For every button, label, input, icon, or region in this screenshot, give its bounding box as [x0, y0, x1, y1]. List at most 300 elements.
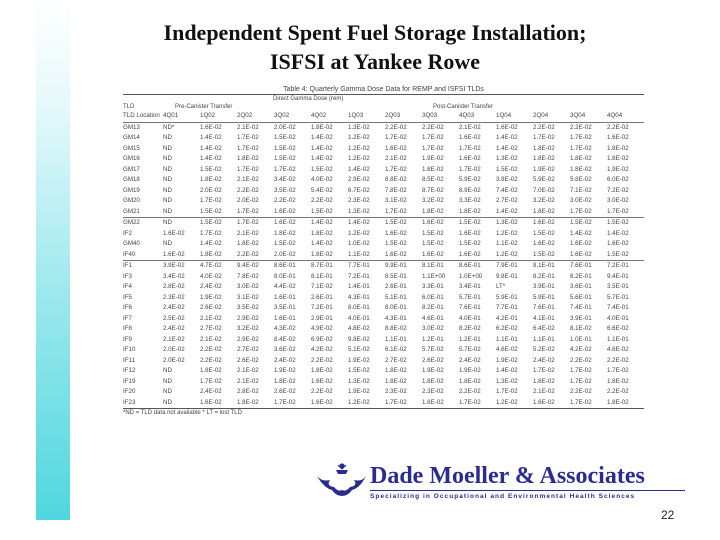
- dose-cell: 1.1E-01: [385, 335, 407, 343]
- table-row: [123, 218, 644, 229]
- dose-cell: 1.7E-02: [570, 377, 592, 385]
- dose-cell: 7.6E-01: [570, 261, 607, 272]
- dose-cell: 4.2E-02: [570, 346, 592, 353]
- dose-cell: 1.2E-02: [348, 155, 370, 162]
- dose-cell: 1.7E-02: [237, 134, 259, 141]
- dose-cell: 1.8E-02: [533, 207, 555, 215]
- dose-cell: 4.4E-02: [274, 283, 296, 290]
- dose-cell: 8.1E-01: [533, 261, 570, 272]
- column-header: 2Q04: [533, 112, 549, 119]
- dose-cell: 1.6E-02: [385, 144, 407, 152]
- dose-cell: 1.8E-02: [311, 122, 348, 133]
- dose-cell: 7.1E-02: [311, 283, 333, 290]
- dose-cell: 8.2E-01: [422, 304, 444, 311]
- dose-cell: 1.8E-02: [570, 155, 592, 162]
- dose-cell: 8.0E-01: [274, 272, 296, 280]
- dose-cell: 1.7E-02: [385, 398, 422, 409]
- dose-cell: 1.7E-02: [200, 197, 222, 204]
- row-location: IF19: [123, 377, 136, 385]
- table-row: [123, 387, 644, 398]
- dose-cell: 3.9E-02: [163, 261, 200, 272]
- dose-cell: 1.3E-02: [496, 218, 533, 229]
- dose-cell: 1.8E-02: [607, 377, 629, 385]
- dose-cell: 1.7E-02: [459, 165, 481, 173]
- dose-cell: 2.1E-02: [385, 155, 407, 162]
- dose-cell: 5.1E-01: [385, 293, 407, 301]
- header-tld: TLD: [123, 104, 135, 110]
- dose-cell: 3.6E-02: [274, 346, 296, 353]
- dose-cell: ND: [163, 144, 172, 152]
- dose-cell: 2.2E-02: [311, 356, 333, 364]
- dose-cell: 5.2E-02: [533, 346, 555, 353]
- dose-cell: 1.6E-02: [163, 229, 185, 237]
- dose-cell: 2.6E-01: [385, 283, 407, 290]
- dose-cell: 2.9E-02: [348, 176, 370, 183]
- dose-cell: 1.4E-02: [311, 134, 333, 141]
- dose-cell: ND: [163, 388, 172, 395]
- dose-cell: 5.7E-02: [459, 346, 481, 353]
- column-header: TLD Location: [123, 112, 160, 119]
- dose-cell: 8.8E-02: [385, 325, 407, 332]
- dose-cell: 1.6E-02: [385, 250, 407, 258]
- dose-cell: 1.2E-02: [348, 398, 385, 409]
- dose-cell: 2.6E-02: [237, 356, 259, 364]
- dose-cell: 1.5E-02: [311, 207, 333, 215]
- dose-cell: 8.0E-01: [348, 304, 370, 311]
- table-row: [123, 133, 644, 144]
- dose-cell: 1.7E-02: [200, 229, 222, 237]
- dose-cell: 1.8E-02: [311, 229, 333, 237]
- slide-title-line1: Independent Spent Fuel Storage Installation;: [163, 20, 587, 45]
- dose-cell: 2.2E-02: [200, 356, 222, 364]
- dose-cell: 2.7E-02: [496, 197, 518, 204]
- dose-cell: 1.1E-01: [496, 335, 518, 343]
- dose-cell: 2.2E-02: [607, 356, 629, 364]
- dose-cell: 1.8E-02: [274, 229, 296, 237]
- dose-cell: 1.1E-02: [348, 250, 370, 258]
- table-row: [123, 261, 644, 272]
- dose-cell: 3.2E-02: [422, 197, 444, 204]
- dose-cell: 1.2E-02: [348, 229, 370, 237]
- row-location: IF3: [123, 272, 132, 280]
- table-row: [123, 239, 644, 250]
- dose-cell: 1.7E-02: [274, 165, 296, 173]
- dose-cell: 2.2E-02: [459, 388, 481, 395]
- dose-cell: 1.3E-02: [496, 377, 518, 385]
- dose-cell: 7.7E-01: [496, 304, 518, 311]
- dose-cell: 1.7E-02: [385, 134, 407, 141]
- dose-cell: LT*: [496, 283, 506, 290]
- dose-cell: 2.0E-02: [163, 356, 185, 364]
- dose-cell: 1.7E-02: [422, 144, 444, 152]
- dose-cell: 1.5E-02: [422, 240, 444, 247]
- row-location: IF5: [123, 293, 132, 301]
- table-row: [123, 229, 644, 240]
- dose-cell: 1.8E-02: [237, 240, 259, 247]
- dose-cell: 2.2E-02: [237, 186, 259, 194]
- row-location: IF1: [123, 261, 163, 272]
- column-header: 1Q03: [348, 112, 364, 119]
- dose-cell: 1.5E-02: [422, 229, 444, 237]
- gamma-dose-table: [123, 85, 644, 458]
- dose-cell: 1.8E-02: [385, 367, 407, 374]
- dose-cell: 7.8E-02: [385, 186, 407, 194]
- dose-cell: 3.8E-02: [496, 176, 518, 183]
- dose-cell: 4.0E-01: [459, 314, 481, 322]
- row-location: GM19: [123, 186, 140, 194]
- dose-cell: 9.9E-01: [385, 261, 422, 272]
- dose-cell: 3.0E-02: [607, 197, 629, 204]
- dose-cell: 6.6E-02: [607, 325, 629, 332]
- dose-cell: 1.6E-01: [274, 293, 296, 301]
- dose-cell: 5.9E-01: [533, 293, 555, 301]
- dose-cell: 2.4E-02: [459, 356, 481, 364]
- dose-cell: 1.5E-02: [200, 165, 222, 173]
- dose-cell: 1.6E-02: [274, 218, 311, 229]
- dose-cell: 7.8E-02: [237, 272, 259, 280]
- dose-cell: 2.7E-02: [237, 346, 259, 353]
- dose-cell: 1.8E-02: [459, 377, 481, 385]
- dose-cell: 1.7E-02: [459, 144, 481, 152]
- row-location: IF10: [123, 346, 136, 353]
- dose-cell: 1.8E-02: [311, 367, 333, 374]
- dose-cell: 1.5E-02: [385, 240, 407, 247]
- dose-cell: 7.2E-01: [348, 272, 370, 280]
- row-location: IF4: [123, 283, 132, 290]
- dose-cell: 1.2E-01: [422, 335, 444, 343]
- dose-cell: 1.9E-02: [348, 356, 370, 364]
- dose-cell: 2.6E-02: [274, 388, 296, 395]
- dose-cell: 1.9E-02: [422, 367, 444, 374]
- dose-cell: 1.2E-02: [496, 398, 533, 409]
- dose-cell: 6.0E-01: [422, 293, 444, 301]
- dose-cell: 1.9E-02: [422, 155, 444, 162]
- dose-cell: 6.2E-02: [496, 325, 518, 332]
- dose-cell: 1.5E-02: [200, 218, 237, 229]
- dose-cell: 2.0E-02: [274, 122, 311, 133]
- dose-cell: 3.1E-02: [237, 293, 259, 301]
- dose-cell: 8.6E-01: [274, 261, 311, 272]
- dose-cell: 1.6E-02: [459, 250, 481, 258]
- dose-cell: 1.2E-01: [459, 335, 481, 343]
- header-direct-gamma-dose: Direct Gamma Dose (rem): [273, 96, 344, 102]
- dose-cell: 5.1E-02: [348, 346, 370, 353]
- dose-cell: 2.1E-02: [237, 377, 259, 385]
- column-header: 4Q04: [607, 112, 623, 119]
- dose-cell: 6.9E-02: [311, 335, 333, 343]
- dose-cell: 4.6E-02: [607, 346, 629, 353]
- dose-cell: 4.0E-01: [348, 314, 370, 322]
- dose-cell: 1.4E-02: [496, 134, 518, 141]
- dose-cell: 1.6E-02: [570, 250, 592, 258]
- dose-cell: 3.9E-01: [533, 283, 555, 290]
- dose-cell: 1.5E-02: [348, 367, 370, 374]
- dose-cell: 2.4E-02: [200, 388, 222, 395]
- dose-cell: 3.3E-01: [422, 283, 444, 290]
- dose-cell: 3.3E-02: [459, 197, 481, 204]
- dose-cell: 2.1E-02: [533, 388, 555, 395]
- dose-cell: 2.4E-02: [163, 304, 185, 311]
- dose-cell: 8.2E-01: [533, 272, 555, 280]
- dose-cell: 6.7E-02: [348, 186, 370, 194]
- dose-cell: 2.2E-02: [237, 250, 259, 258]
- dose-cell: 1.7E-02: [570, 398, 607, 409]
- dose-cell: 1.6E-02: [533, 240, 555, 247]
- dose-cell: 7.4E-02: [496, 186, 518, 194]
- dose-cell: 1.4E-02: [570, 229, 592, 237]
- dose-cell: 1.1E-01: [607, 335, 629, 343]
- table-row: [123, 345, 644, 356]
- dose-cell: 1.1E+00: [422, 272, 446, 280]
- row-location: GM20: [123, 197, 140, 204]
- dose-cell: 1.7E-02: [570, 134, 592, 141]
- table-row: [123, 122, 644, 133]
- dose-cell: 1.4E-02: [311, 240, 333, 247]
- dose-cell: 4.2E-01: [496, 314, 518, 322]
- dose-cell: 3.5E-02: [237, 304, 259, 311]
- dose-cell: 1.6E-02: [533, 218, 570, 229]
- dose-cell: 1.5E-02: [274, 240, 296, 247]
- dose-cell: 2.2E-02: [200, 346, 222, 353]
- dose-cell: 3.2E-02: [533, 197, 555, 204]
- dose-cell: 1.9E-02: [459, 367, 481, 374]
- dose-cell: 7.6E-01: [459, 304, 481, 311]
- dose-cell: 2.2E-02: [570, 122, 607, 133]
- dose-cell: 2.2E-02: [570, 388, 592, 395]
- dose-cell: 1.6E-02: [311, 398, 348, 409]
- dose-cell: 1.2E-02: [496, 229, 518, 237]
- dose-cell: 2.4E-02: [200, 283, 222, 290]
- page-number: 22: [661, 508, 675, 522]
- dose-cell: 1.3E-02: [348, 207, 370, 215]
- dose-cell: 2.9E-01: [311, 314, 333, 322]
- dose-cell: 5.7E-01: [607, 293, 629, 301]
- dose-cell: 1.7E-02: [237, 207, 259, 215]
- row-location: GM15: [123, 144, 140, 152]
- dose-cell: 5.6E-01: [570, 293, 592, 301]
- row-location: IF8: [123, 325, 132, 332]
- row-location: GM16: [123, 155, 140, 162]
- dose-cell: 2.0E-02: [274, 250, 296, 258]
- dose-cell: ND: [163, 197, 172, 204]
- dose-cell: 1.8E-02: [533, 144, 555, 152]
- dose-cell: 1.4E-02: [200, 155, 222, 162]
- dose-cell: 1.4E-02: [200, 144, 222, 152]
- column-header: 3Q04: [570, 112, 586, 119]
- dose-cell: 6.4E-02: [533, 325, 555, 332]
- column-header: 4Q02: [311, 112, 327, 119]
- header-post-canister: Post-Canister Transfer: [433, 104, 494, 110]
- dose-cell: 1.8E-02: [422, 398, 459, 409]
- dose-cell: 1.1E-02: [496, 240, 518, 247]
- dose-cell: 1.8E-02: [533, 377, 555, 385]
- dose-cell: 2.2E-02: [607, 388, 629, 395]
- dose-cell: 8.8E-02: [385, 176, 407, 183]
- dose-cell: 2.1E-02: [200, 335, 222, 343]
- row-location: GM18: [123, 176, 140, 183]
- dose-cell: 4.6E-02: [496, 346, 518, 353]
- dose-cell: 4.0E-02: [311, 176, 333, 183]
- dose-cell: 1.4E-02: [496, 144, 518, 152]
- dose-cell: 1.4E-02: [311, 155, 333, 162]
- dose-cell: 1.5E-02: [385, 218, 422, 229]
- dose-cell: 1.7E-02: [385, 165, 407, 173]
- dose-cell: 1.9E-02: [496, 356, 518, 364]
- dose-cell: 1.8E-02: [422, 165, 444, 173]
- dose-cell: 1.6E-02: [459, 155, 481, 162]
- column-header: 3Q02: [274, 112, 290, 119]
- dose-cell: ND: [163, 176, 172, 183]
- dose-cell: 1.0E+00: [459, 272, 483, 280]
- dose-cell: 2.0E-02: [237, 197, 259, 204]
- dose-cell: 8.7E-02: [422, 186, 444, 194]
- dose-cell: 1.1E-01: [533, 335, 555, 343]
- dose-cell: 2.1E-02: [237, 229, 259, 237]
- dose-cell: 1.6E-02: [311, 377, 333, 385]
- header-pre-canister: Pre-Canister Transfer: [175, 104, 233, 110]
- dose-cell: 1.6E-02: [163, 250, 185, 258]
- dose-cell: 2.3E-02: [385, 388, 407, 395]
- table-row: [123, 207, 644, 218]
- dose-cell: 2.2E-02: [607, 122, 644, 133]
- dose-cell: 1.7E-02: [459, 398, 496, 409]
- table-row: [123, 377, 644, 388]
- dose-cell: 1.2E-02: [348, 144, 370, 152]
- company-logo: [314, 462, 686, 502]
- dose-cell: 8.9E-02: [459, 186, 481, 194]
- dose-cell: 5.9E-02: [533, 176, 555, 183]
- table-row: [123, 282, 644, 293]
- dose-cell: 2.1E-02: [459, 122, 496, 133]
- dose-cell: 1.4E-02: [311, 144, 333, 152]
- dose-cell: 1.8E-02: [200, 367, 222, 374]
- dose-cell: 1.8E-02: [607, 398, 644, 409]
- dose-cell: 4.3E-02: [274, 325, 296, 332]
- dose-cell: ND: [163, 367, 172, 374]
- dose-cell: 1.2E-02: [348, 134, 370, 141]
- slide-title: [90, 18, 660, 76]
- dose-cell: 3.4E-01: [459, 283, 481, 290]
- dose-cell: 4.7E-02: [200, 261, 237, 272]
- table-row: [123, 335, 644, 346]
- dose-cell: 1.4E-02: [348, 165, 370, 173]
- dose-cell: 2.9E-02: [237, 335, 259, 343]
- dose-cell: 3.5E-02: [274, 186, 296, 194]
- dose-cell: 1.5E-02: [459, 218, 496, 229]
- dose-cell: 3.5E-01: [607, 283, 629, 290]
- dose-cell: 2.0E-02: [163, 346, 185, 353]
- dose-cell: 8.4E-02: [274, 335, 296, 343]
- dose-cell: 7.6E-01: [533, 304, 555, 311]
- dose-cell: 1.3E-02: [348, 377, 370, 385]
- dose-cell: 1.7E-02: [274, 398, 311, 409]
- dose-cell: 1.6E-01: [274, 314, 296, 322]
- dose-cell: 1.5E-02: [311, 165, 333, 173]
- dose-cell: 1.5E-02: [496, 165, 518, 173]
- logo-divider: [370, 490, 685, 491]
- dose-cell: 7.2E-01: [607, 261, 644, 272]
- dose-cell: 2.6E-01: [311, 293, 333, 301]
- logo-company-name: Dade Moeller & Associates: [370, 463, 645, 489]
- dose-cell: 1.4E-02: [496, 367, 518, 374]
- dose-grid: [123, 111, 644, 409]
- dose-cell: 1.5E-02: [607, 250, 629, 258]
- dose-cell: 4.8E-02: [348, 325, 370, 332]
- dose-cell: 1.7E-02: [385, 207, 407, 215]
- table-row: [123, 272, 644, 283]
- dose-cell: 1.6E-02: [422, 218, 459, 229]
- column-header: 4Q03: [459, 112, 475, 119]
- row-location: IF6: [123, 304, 132, 311]
- dose-cell: 1.0E-01: [570, 335, 592, 343]
- dose-cell: 1.8E-02: [237, 398, 274, 409]
- row-location: IF12: [123, 367, 136, 374]
- dose-cell: 1.7E-02: [533, 134, 555, 141]
- dose-cell: 9.4E-02: [237, 261, 274, 272]
- dose-cell: 1.6E-02: [570, 240, 592, 247]
- dose-cell: 2.2E-02: [570, 356, 592, 364]
- flame-person-icon: [314, 462, 366, 498]
- dose-cell: 8.5E-01: [385, 272, 407, 280]
- column-header: 1Q02: [200, 112, 216, 119]
- dose-cell: 1.7E-02: [496, 388, 518, 395]
- dose-cell: 2.5E-02: [163, 314, 185, 322]
- row-location: IF11: [123, 356, 135, 364]
- dose-cell: 1.5E-02: [459, 240, 481, 247]
- table-header-group-line: [123, 95, 644, 103]
- row-location: GM22: [123, 218, 163, 229]
- dose-cell: 2.6E-02: [200, 304, 222, 311]
- dose-cell: 1.3E-02: [348, 122, 385, 133]
- dose-cell: 2.1E-02: [237, 122, 274, 133]
- dose-cell: 2.2E-02: [422, 122, 459, 133]
- dose-cell: 1.9E-02: [200, 293, 222, 301]
- table-header-row: [123, 111, 644, 122]
- table-footnote: *ND = TLD data not available * LT = lost TLD: [123, 410, 242, 416]
- dose-cell: ND: [163, 207, 172, 215]
- row-location: GM14: [123, 134, 140, 141]
- dose-cell: 2.2E-02: [274, 197, 296, 204]
- dose-cell: 1.6E-02: [459, 229, 481, 237]
- dose-cell: 1.7E-02: [533, 367, 555, 374]
- dose-cell: 1.6E-02: [496, 122, 533, 133]
- dose-cell: 2.4E-02: [274, 356, 296, 364]
- dose-cell: 4.0E-01: [607, 314, 629, 322]
- table-row: [123, 303, 644, 314]
- sidebar-accent-bar: [36, 0, 70, 520]
- dose-cell: 2.3E-02: [422, 388, 444, 395]
- dose-cell: 7.2E-02: [607, 186, 629, 194]
- dose-cell: 6.0E-02: [607, 176, 629, 183]
- row-location: IF9: [123, 335, 132, 343]
- dose-cell: 1.9E-02: [533, 165, 555, 173]
- dose-cell: 7.0E-02: [533, 186, 555, 194]
- dose-cell: 1.8E-02: [607, 155, 629, 162]
- dose-cell: 2.4E-02: [533, 356, 555, 364]
- row-location: IF2: [123, 229, 132, 237]
- dose-cell: 2.3E-02: [348, 197, 370, 204]
- dose-cell: 4.3E-01: [385, 314, 407, 322]
- column-header: 2Q03: [385, 112, 401, 119]
- column-header: 1Q04: [496, 112, 512, 119]
- dose-cell: 2.7E-02: [200, 325, 222, 332]
- dose-cell: 1.7E-02: [570, 367, 592, 374]
- dose-cell: 1.0E-02: [348, 240, 370, 247]
- dose-cell: 8.2E-02: [459, 325, 481, 332]
- dose-cell: 2.3E-02: [163, 293, 185, 301]
- dose-cell: 1.6E-02: [607, 240, 629, 247]
- dose-cell: 1.7E-02: [607, 207, 629, 215]
